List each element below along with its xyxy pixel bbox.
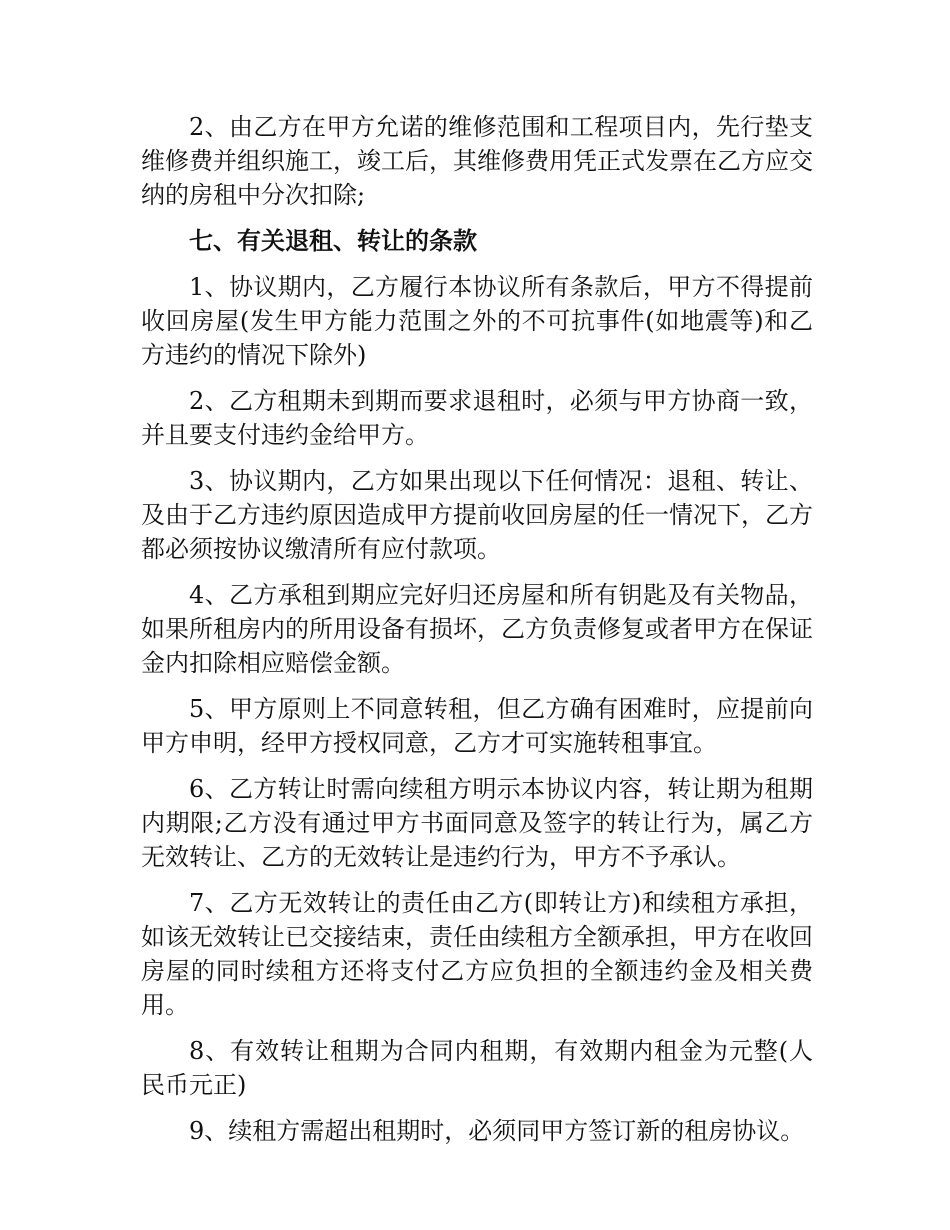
clause-1: 1、协议期内，乙方履行本协议所有条款后，甲方不得提前收回房屋(发生甲方能力范围之外的不可抗事件(如地震等)和乙方违约的情况下除外) (141, 273, 813, 369)
clause-4: 4、乙方承租到期应完好归还房屋和所有钥匙及有关物品，如果所租房内的所用设备有损坏，乙方负责修复或者甲方在保证金内扣除相应赔偿金额。 (141, 581, 813, 677)
clause-6: 6、乙方转让时需向续租方明示本协议内容，转让期为租期内期限;乙方没有通过甲方书面同意及签字的转让行为，属乙方无效转让、乙方的无效转让是违约行为，甲方不予承认。 (141, 775, 813, 871)
clause-8: 8、有效转让租期为合同内租期，有效期内租金为元整(人民币元正) (141, 1037, 813, 1099)
clause-3: 3、协议期内，乙方如果出现以下任何情况：退租、转让、及由于乙方违约原因造成甲方提前收回房屋的任一情况下，乙方都必须按协议缴清所有应付款项。 (141, 467, 813, 563)
document-page (141, 110, 813, 1160)
intro-paragraph: 2、由乙方在甲方允诺的维修范围和工程项目内，先行垫支维修费并组织施工，竣工后，其维修费用凭正式发票在乙方应交纳的房租中分次扣除; (141, 113, 813, 209)
clause-9: 9、续租方需超出租期时，必须同甲方签订新的租房协议。 (189, 1117, 805, 1145)
section-heading: 七、有关退租、转让的条款 (189, 227, 477, 255)
clause-7: 7、乙方无效转让的责任由乙方(即转让方)和续租方承担，如该无效转让已交接结束，责任由续租方全额承担，甲方在收回房屋的同时续租方还将支付乙方应负担的全额违约金及相关费用。 (141, 889, 813, 1019)
clause-2: 2、乙方租期未到期而要求退租时，必须与甲方协商一致，并且要支付违约金给甲方。 (141, 387, 813, 449)
clause-5: 5、甲方原则上不同意转租，但乙方确有困难时，应提前向甲方申明，经甲方授权同意，乙方才可实施转租事宜。 (141, 695, 813, 757)
